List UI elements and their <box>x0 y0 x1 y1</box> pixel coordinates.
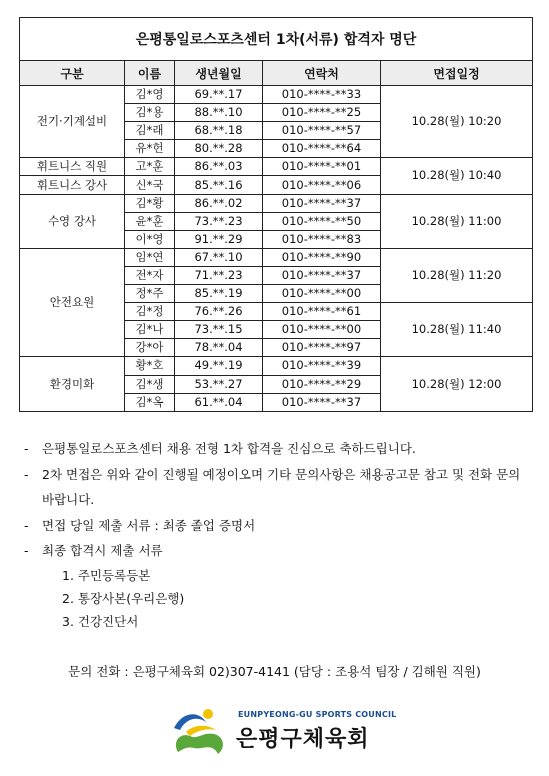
council-emblem-icon <box>168 702 232 760</box>
name-cell: 유*헌 <box>125 140 175 158</box>
category-cell: 환경미화 <box>20 357 125 411</box>
table-title: 은평통일로스포츠센터 1차(서류) 합격자 명단 <box>20 18 533 61</box>
name-cell: 정*주 <box>125 285 175 303</box>
name-cell: 윤*훈 <box>125 212 175 230</box>
list-item: 2. 통장사본(우리은행) <box>62 590 185 606</box>
name-cell: 김*래 <box>125 122 175 140</box>
list-item: 1. 주민등록등본 <box>62 567 151 583</box>
schedule-cell: 10.28(월) 11:40 <box>381 303 533 357</box>
category-cell: 전기·기계설비 <box>20 86 125 158</box>
table-row <box>20 357 533 375</box>
phone-cell: 010-****-**33 <box>263 86 381 104</box>
birthdate-cell: 91.**.29 <box>175 230 263 248</box>
name-cell: 이*영 <box>125 230 175 248</box>
birthdate-cell: 71.**.23 <box>175 266 263 284</box>
birthdate-cell: 78.**.04 <box>175 339 263 357</box>
name-cell: 황*호 <box>125 357 175 375</box>
birthdate-cell: 73.**.23 <box>175 212 263 230</box>
name-cell: 김*나 <box>125 321 175 339</box>
table-row <box>20 158 533 176</box>
note-text: 면접 당일 제출 서류 : 최종 졸업 증명서 <box>42 517 256 533</box>
phone-cell: 010-****-**50 <box>263 212 381 230</box>
birthdate-cell: 68.**.18 <box>175 122 263 140</box>
note-final-documents <box>24 538 524 564</box>
note-text: 2차 면접은 위와 같이 진행될 예정이오며 기타 문의사항은 채용공고문 참고 및 전화 문의 바랍니다. <box>42 466 521 507</box>
birthdate-cell: 76.**.26 <box>175 303 263 321</box>
category-cell: 휘트니스 강사 <box>20 176 125 194</box>
logo-english-text: EUNPYEONG-GU SPORTS COUNCIL <box>238 710 397 719</box>
name-cell: 김*영 <box>125 86 175 104</box>
phone-cell: 010-****-**00 <box>263 285 381 303</box>
phone-cell: 010-****-**39 <box>263 357 381 375</box>
phone-cell: 010-****-**90 <box>263 248 381 266</box>
note-text: 은평통일로스포츠센터 채용 전형 1차 합격을 진심으로 축하드립니다. <box>42 441 416 456</box>
name-cell: 고*훈 <box>125 158 175 176</box>
table-row <box>20 86 533 104</box>
birthdate-cell: 73.**.15 <box>175 321 263 339</box>
birthdate-cell: 69.**.17 <box>175 86 263 104</box>
birthdate-cell: 88.**.10 <box>175 104 263 122</box>
birthdate-cell: 85.**.19 <box>175 285 263 303</box>
note-text: 최종 합격시 제출 서류 <box>42 543 163 558</box>
note-interview-documents <box>24 513 524 539</box>
phone-cell: 010-****-**61 <box>263 303 381 321</box>
phone-cell: 010-****-**37 <box>263 393 381 411</box>
name-cell: 임*연 <box>125 248 175 266</box>
schedule-cell: 10.28(월) 12:00 <box>381 357 533 411</box>
bullet-dash: - <box>24 517 29 533</box>
name-cell: 김*황 <box>125 194 175 212</box>
list-item: 3. 건강진단서 <box>62 613 139 629</box>
birthdate-cell: 86.**.02 <box>175 194 263 212</box>
note-interview <box>24 462 524 513</box>
phone-cell: 010-****-**57 <box>263 122 381 140</box>
phone-cell: 010-****-**25 <box>263 104 381 122</box>
bullet-dash: - <box>24 543 29 558</box>
birthdate-cell: 80.**.28 <box>175 140 263 158</box>
logo-korean-text: 은평구체육회 <box>236 727 370 752</box>
contact-info: 문의 전화 : 은평구체육회 02)307-4141 (담당 : 조용석 팀장 / 김해원 직원) <box>68 664 481 679</box>
bullet-dash: - <box>24 441 29 456</box>
notes-section <box>24 436 524 633</box>
phone-cell: 010-****-**06 <box>263 176 381 194</box>
phone-cell: 010-****-**00 <box>263 321 381 339</box>
phone-cell: 010-****-**29 <box>263 375 381 393</box>
name-cell: 김*용 <box>125 104 175 122</box>
category-cell: 수영 강사 <box>20 194 125 248</box>
header-birthdate: 생년월일 <box>175 61 263 86</box>
name-cell: 김*정 <box>125 303 175 321</box>
birthdate-cell: 49.**.19 <box>175 357 263 375</box>
schedule-cell: 10.28(월) 10:40 <box>381 158 533 194</box>
schedule-cell: 10.28(월) 10:20 <box>381 86 533 158</box>
bullet-dash: - <box>24 466 29 482</box>
birthdate-cell: 86.**.03 <box>175 158 263 176</box>
applicant-table <box>19 17 533 412</box>
birthdate-cell: 85.**.16 <box>175 176 263 194</box>
note-congratulations <box>24 436 524 462</box>
header-interview-schedule: 면접일정 <box>381 61 533 86</box>
schedule-cell: 10.28(월) 11:00 <box>381 194 533 248</box>
table-header-row <box>20 61 533 86</box>
name-cell: 신*국 <box>125 176 175 194</box>
category-cell: 안전요원 <box>20 248 125 357</box>
header-category: 구분 <box>20 61 125 86</box>
phone-cell: 010-****-**64 <box>263 140 381 158</box>
name-cell: 전*자 <box>125 266 175 284</box>
phone-cell: 010-****-**83 <box>263 230 381 248</box>
birthdate-cell: 67.**.10 <box>175 248 263 266</box>
name-cell: 강*아 <box>125 339 175 357</box>
table-row <box>20 248 533 266</box>
name-cell: 김*생 <box>125 375 175 393</box>
header-name: 이름 <box>125 61 175 86</box>
table-row <box>20 194 533 212</box>
name-cell: 김*옥 <box>125 393 175 411</box>
phone-cell: 010-****-**01 <box>263 158 381 176</box>
category-cell: 휘트니스 직원 <box>20 158 125 176</box>
schedule-cell: 10.28(월) 11:20 <box>381 248 533 302</box>
council-logo <box>168 700 397 762</box>
phone-cell: 010-****-**37 <box>263 266 381 284</box>
birthdate-cell: 61.**.04 <box>175 393 263 411</box>
header-contact: 연락처 <box>263 61 381 86</box>
birthdate-cell: 53.**.27 <box>175 375 263 393</box>
phone-cell: 010-****-**97 <box>263 339 381 357</box>
phone-cell: 010-****-**37 <box>263 194 381 212</box>
